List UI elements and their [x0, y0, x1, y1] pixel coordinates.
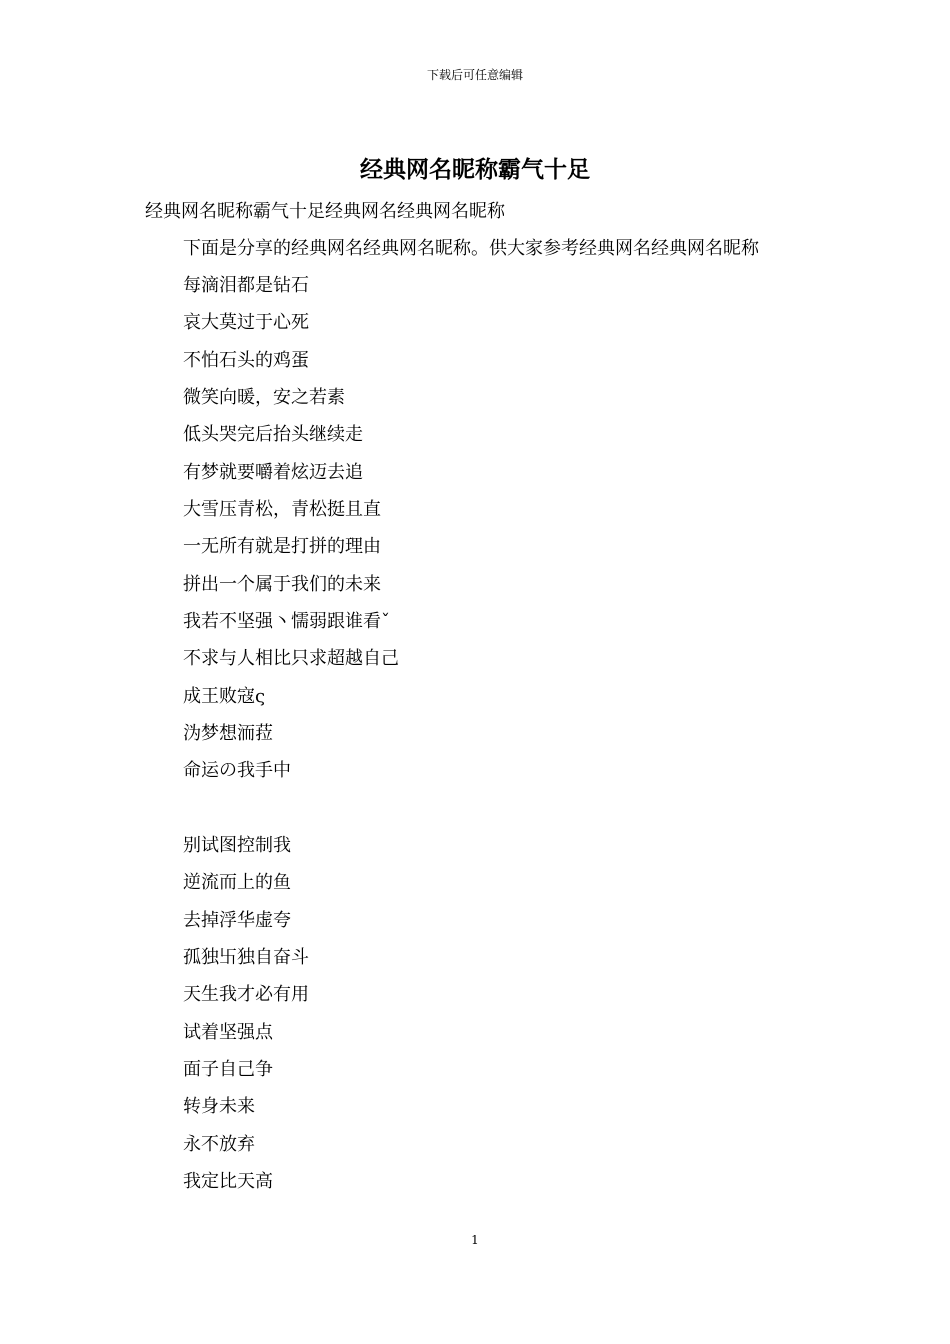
list-item: 转身未来 — [183, 1096, 255, 1118]
name-list-part1 — [183, 273, 399, 796]
list-item: 一无所有就是打拼的理由 — [183, 536, 381, 558]
list-item: 不求与人相比只求超越自己 — [183, 648, 399, 670]
list-item: 成王败寇ς — [183, 685, 266, 707]
list-item: 不怕石头的鸡蛋 — [183, 349, 309, 371]
list-item: 永不放弃 — [183, 1133, 255, 1155]
list-item: 去掉浮华虚夸 — [183, 909, 291, 931]
document-title: 经典网名昵称霸气十足 — [360, 156, 590, 183]
list-item: 每滴泪都是钻石 — [183, 275, 309, 296]
list-item: 低头哭完后抬头继续走 — [183, 424, 363, 446]
list-item: 逆流而上的鱼 — [183, 872, 291, 894]
list-item: 微笑向暖，安之若素 — [183, 386, 345, 408]
list-item: 沩梦想洏菈 — [183, 722, 273, 744]
list-item: 命运の我手中 — [183, 760, 291, 782]
document-subtitle: 经典网名昵称霸气十足经典网名经典网名昵称 — [145, 201, 505, 222]
list-item: 有梦就要嚼着炫迈去追 — [183, 461, 363, 483]
list-item: 我若不坚强丶懦弱跟谁看ˇ — [183, 610, 390, 632]
list-item: 面子自己争 — [183, 1058, 273, 1080]
list-item: 孤独卐独自奋斗 — [183, 946, 309, 968]
list-item: 哀大莫过于心死 — [183, 312, 309, 334]
name-list-part2 — [183, 833, 309, 1206]
list-item: 天生我才必有用 — [183, 984, 309, 1006]
intro-paragraph: 下面是分享的经典网名经典网名昵称。供大家参考经典网名经典网名昵称 — [183, 238, 759, 259]
list-item: 试着坚强点 — [183, 1021, 273, 1043]
list-item: 拼出一个属于我们的未来 — [183, 573, 381, 595]
list-item: 别试图控制我 — [183, 835, 291, 856]
list-item: 大雪压青松，青松挺且直 — [183, 498, 381, 520]
page-header: 下载后可任意编辑 — [426, 68, 523, 82]
list-item: 我定比天高 — [183, 1170, 273, 1192]
page-number: 1 — [471, 1233, 479, 1247]
